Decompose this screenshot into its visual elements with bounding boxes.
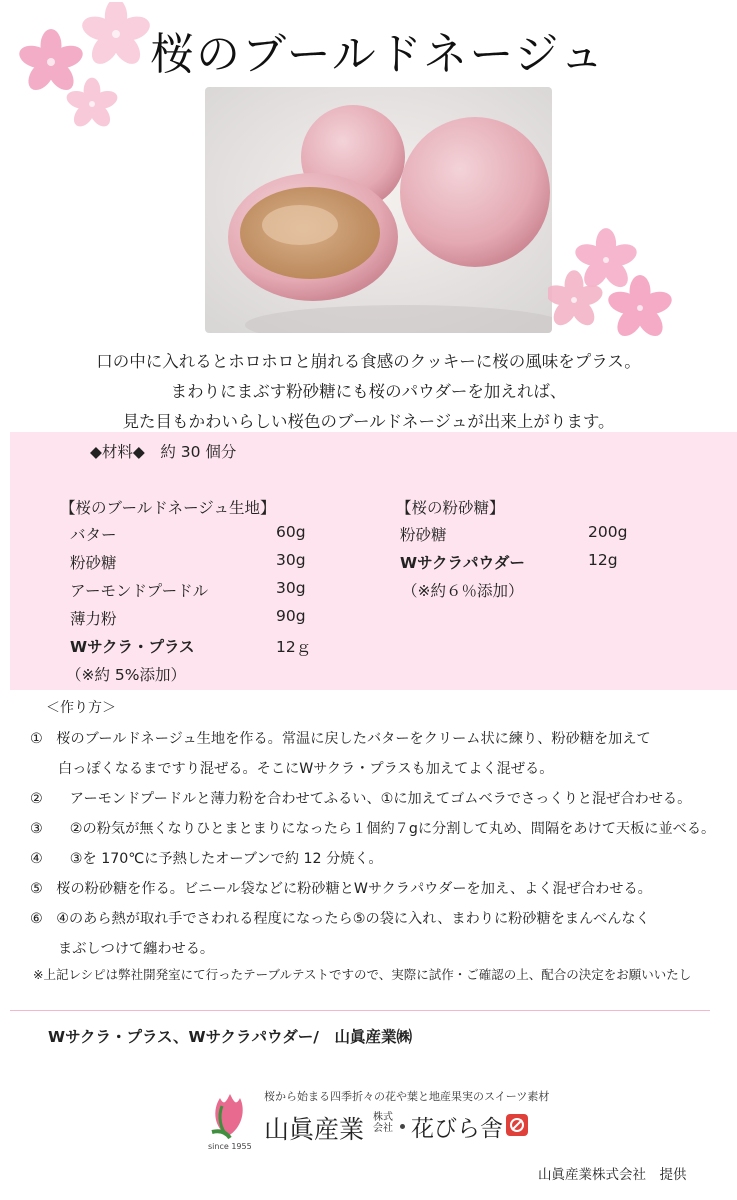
dough-item-name: アーモンドプードル (70, 582, 209, 600)
logo-suffix-line: 会社 (373, 1123, 393, 1134)
intro-line: 口の中に入れるとホロホロと崩れる食感のクッキーに桜の風味をプラス。 (96, 352, 641, 371)
sakura-blossoms-top-left (14, 2, 164, 132)
method-step-6 (30, 908, 650, 928)
method-step-3 (30, 818, 715, 838)
step-number: ⑤ (30, 881, 43, 897)
brand-mark-icon (506, 1114, 528, 1136)
dough-item-name: バター (70, 526, 117, 544)
sugar-item-amount: 200g (588, 523, 628, 541)
step-text-continued: まぶしつけて纏わせる。 (58, 941, 215, 957)
step-text: 桜のブールドネージュ生地を作る。常温に戻したバターをクリーム状に練り、粉砂糖を加えて (56, 731, 651, 747)
step-text: 桜の粉砂糖を作る。ビニール袋などに粉砂糖とWサクラパウダーを加え、よく混ぜ合わせる。 (56, 881, 652, 897)
step-number: ④ (30, 851, 43, 867)
intro-text (0, 347, 737, 437)
step-text: アーモンドプードルと薄力粉を合わせてふるい、①に加えてゴムベラでさっくりと混ぜ合わせる。 (69, 791, 692, 807)
method-step-2 (30, 788, 691, 808)
method-step-1 (30, 728, 651, 748)
dough-item-amount: 30g (276, 579, 306, 597)
disclaimer: ※上記レシピは弊社開発室にて行ったテーブルテストですので、実際に試作・ご確認の上、配合の決定をお願いいたし (33, 967, 692, 982)
method-step-5 (30, 878, 652, 898)
dough-item-name: 薄力粉 (70, 610, 117, 628)
step-text: ③を 170℃に予熱したオーブンで約 12 分焼く。 (69, 851, 383, 867)
method-heading: ＜作り方＞ (46, 700, 116, 716)
divider (10, 1010, 710, 1011)
dough-item-amount: 30g (276, 551, 306, 569)
dough-heading: 【桜のブールドネージュ生地】 (60, 499, 276, 517)
step-text: ④のあら熱が取れ手でさわれる程度になったら⑤の袋に入れ、まわりに粉砂糖をまんべんなく (56, 911, 650, 927)
method-step-4 (30, 848, 383, 868)
sugar-item-amount: 12g (588, 551, 618, 569)
products-line: Wサクラ・プラス、Wサクラパウダー/ 山眞産業㈱ (48, 1028, 412, 1046)
sugar-item-name: 粉砂糖 (400, 526, 447, 544)
dough-note: （※約 5%添加） (66, 666, 187, 684)
sugar-heading: 【桜の粉砂糖】 (396, 499, 505, 517)
sakura-leaf-logo-icon (206, 1092, 250, 1142)
dough-item-amount: 90g (276, 607, 306, 625)
page-title: 桜のブールドネージュ (150, 29, 606, 80)
company-logo (206, 1088, 566, 1150)
logo-suffix-line: 株式 (373, 1112, 393, 1123)
intro-line: まわりにまぶす粉砂糖にも桜のパウダーを加えれば、 (170, 382, 567, 401)
step-number: ⑥ (30, 911, 43, 927)
dough-item-name: Wサクラ・プラス (70, 638, 195, 656)
dough-item-name: 粉砂糖 (70, 554, 117, 572)
logo-dot (400, 1124, 405, 1129)
step-number: ① (30, 731, 43, 747)
sugar-item-name: Wサクラパウダー (400, 554, 525, 572)
intro-line: 見た目もかわいらしい桜色のブールドネージュが出来上がります。 (122, 412, 615, 431)
logo-brand-name: 花びら舎 (411, 1116, 503, 1142)
product-photo (205, 87, 552, 333)
step-number: ③ (30, 821, 43, 837)
step-number: ② (30, 791, 43, 807)
materials-heading: ◆材料◆ 約 30 個分 (90, 443, 237, 461)
logo-tagline: 桜から始まる四季折々の花や葉と地産果実のスイーツ素材 (264, 1090, 550, 1103)
step-text: ②の粉気が無くなりひとまとまりになったら１個約７gに分割して丸め、間隔をあけて天板に並べる。 (69, 821, 716, 837)
sakura-blossoms-right (548, 226, 678, 346)
step-text-continued: 白っぽくなるまですり混ぜる。そこにWサクラ・プラスも加えてよく混ぜる。 (58, 761, 554, 777)
since-text: since 1955 (208, 1142, 252, 1151)
logo-company-name: 山眞産業 (264, 1115, 365, 1144)
logo-company-suffix (373, 1112, 393, 1134)
credit-text: 山眞産業株式会社 提供 (538, 1167, 687, 1183)
dough-item-amount: 60g (276, 523, 306, 541)
sugar-note: （※約６％添加） (402, 582, 524, 600)
dough-item-amount: 12ｇ (276, 638, 312, 656)
